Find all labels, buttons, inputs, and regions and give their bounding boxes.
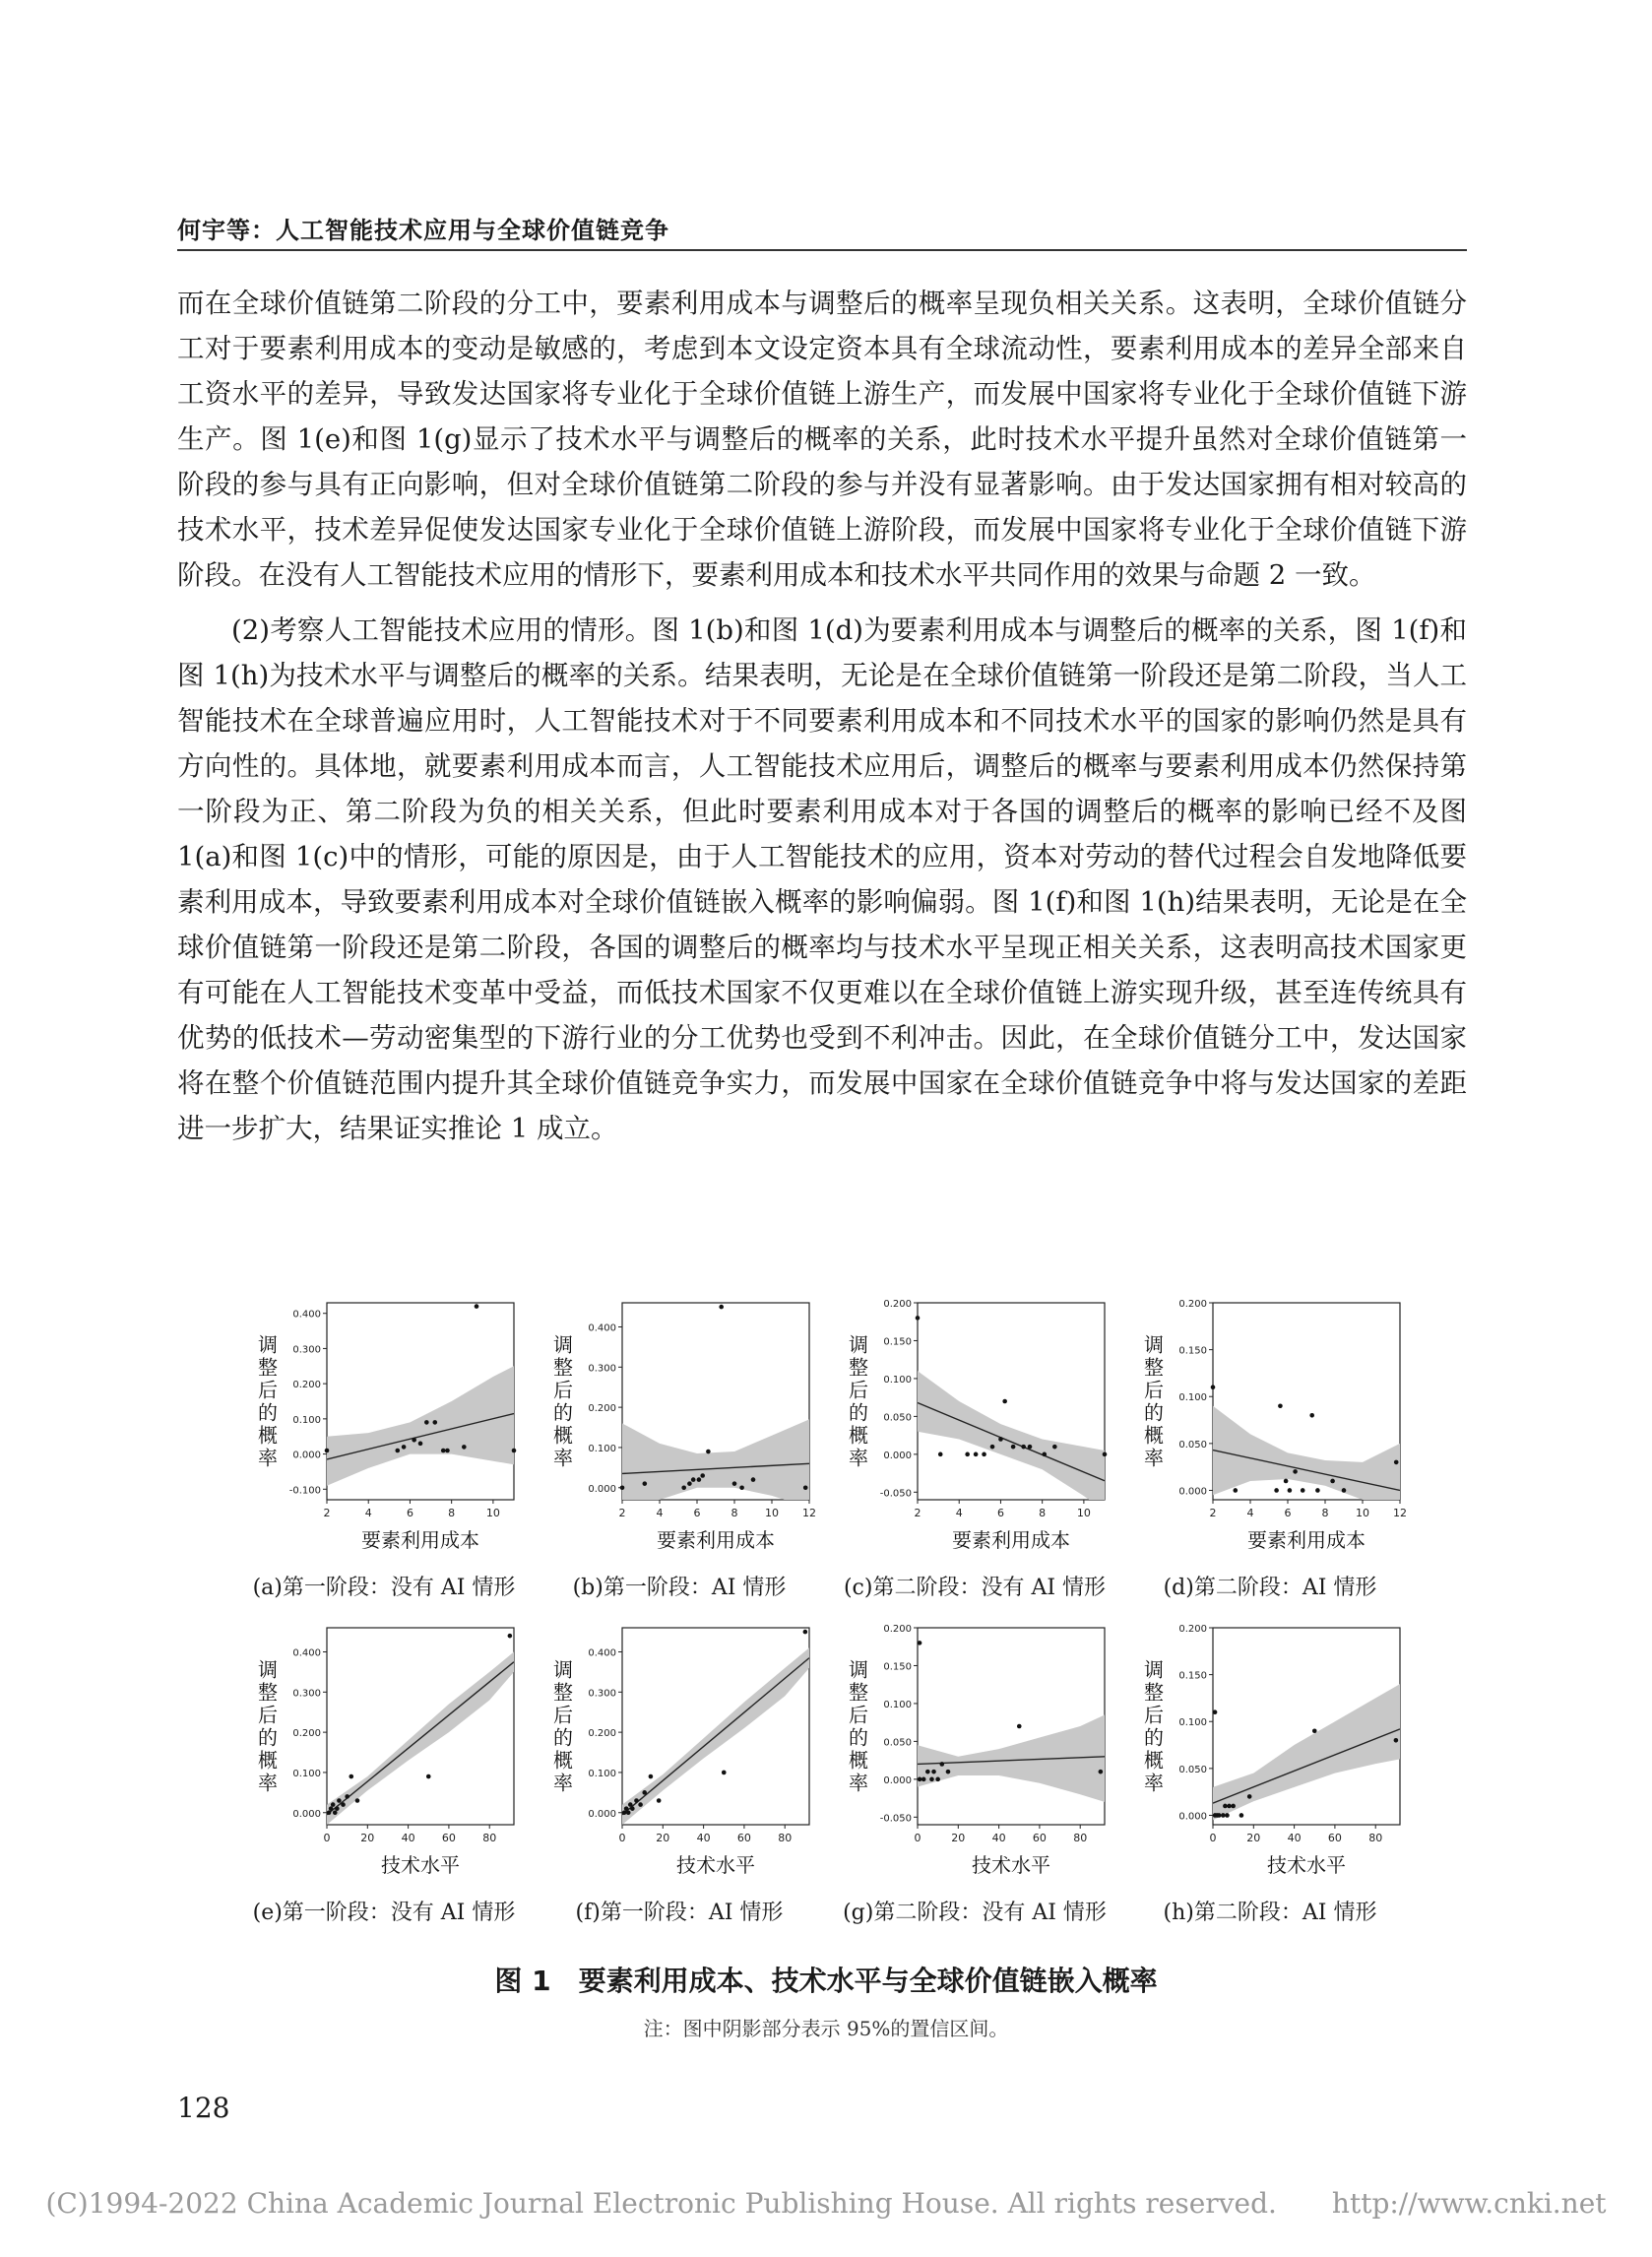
data-point (1225, 1813, 1230, 1818)
y-tick-label: 0.200 (292, 1380, 321, 1391)
y-tick-label: 0.050 (1178, 1439, 1207, 1451)
data-point (1394, 1738, 1399, 1743)
y-axis-label-char: 的 (849, 1725, 868, 1750)
chart-panel-h (1122, 1600, 1418, 1925)
y-axis-label-char: 整 (1144, 1355, 1164, 1380)
data-point (935, 1777, 940, 1782)
x-tick-label: 60 (1327, 1832, 1342, 1844)
data-point (432, 1420, 437, 1425)
x-tick-label: 20 (360, 1832, 375, 1844)
data-point (1394, 1460, 1399, 1465)
y-axis-label-char: 调 (553, 1657, 573, 1682)
x-tick-label: 4 (656, 1507, 664, 1519)
data-point (445, 1449, 450, 1453)
y-tick-label: 0.000 (1178, 1486, 1207, 1498)
x-tick-label: 6 (693, 1507, 701, 1519)
x-axis-label: 要素利用成本 (361, 1528, 479, 1552)
x-tick-label: 10 (1356, 1507, 1369, 1519)
chart-caption-b: (b)第一阶段：AI 情形 (572, 1576, 787, 1600)
y-tick-label: 0.200 (883, 1624, 912, 1635)
data-point (1021, 1445, 1026, 1450)
x-tick-label: 0 (618, 1832, 626, 1844)
chart-caption-a: (a)第一阶段：没有 AI 情形 (252, 1576, 516, 1600)
y-axis-label-char: 调 (258, 1657, 278, 1682)
x-axis-label: 技术水平 (676, 1853, 755, 1877)
data-point (697, 1477, 702, 1482)
y-tick-label: 0.100 (883, 1699, 912, 1710)
data-point (649, 1774, 654, 1779)
x-tick-label: 40 (696, 1832, 711, 1844)
data-point (1234, 1488, 1239, 1493)
chart-panel-d (1122, 1275, 1418, 1600)
chart-caption-e: (e)第一阶段：没有 AI 情形 (252, 1901, 516, 1925)
y-axis-label-char: 概 (849, 1748, 868, 1773)
chart-panel-g (827, 1600, 1122, 1925)
data-point (1217, 1813, 1222, 1818)
data-point (325, 1449, 330, 1453)
x-tick-label: 10 (765, 1507, 779, 1519)
data-point (1330, 1479, 1335, 1484)
data-point (965, 1452, 970, 1457)
y-tick-label: 0.000 (883, 1450, 912, 1461)
data-point (1309, 1413, 1314, 1418)
y-tick-label: 0.100 (588, 1443, 616, 1454)
y-axis-label-char: 概 (1144, 1748, 1164, 1773)
x-tick-label: 8 (1039, 1507, 1047, 1519)
x-axis-label: 技术水平 (1267, 1853, 1346, 1877)
y-axis-label-char: 率 (258, 1771, 278, 1795)
chart-a (236, 1275, 532, 1571)
data-point (630, 1806, 635, 1811)
data-point (412, 1438, 416, 1443)
x-tick-label: 8 (731, 1507, 738, 1519)
data-point (643, 1481, 648, 1486)
y-tick-label: 0.000 (588, 1808, 616, 1820)
x-tick-label: 20 (656, 1832, 670, 1844)
y-axis-label-char: 调 (258, 1332, 278, 1357)
y-tick-label: 0.100 (1178, 1392, 1207, 1404)
data-point (990, 1445, 995, 1450)
y-axis-label-char: 后 (553, 1703, 573, 1727)
y-axis-label-char: 调 (849, 1332, 868, 1357)
running-header: 何宇等：人工智能技术应用与全球价值链竞争 (177, 217, 669, 244)
x-tick-label: 80 (482, 1832, 497, 1844)
data-point (1211, 1385, 1216, 1389)
y-tick-label: 0.300 (292, 1344, 321, 1356)
x-tick-label: 0 (1209, 1832, 1217, 1844)
chart-panel-c (827, 1275, 1122, 1600)
chart-f (532, 1600, 827, 1896)
data-point (333, 1810, 338, 1815)
x-tick-label: 40 (1287, 1832, 1302, 1844)
data-point (624, 1806, 629, 1811)
y-tick-label: 0.100 (292, 1768, 321, 1779)
data-point (1011, 1445, 1016, 1450)
chart-caption-c: (c)第二阶段：没有 AI 情形 (843, 1576, 1107, 1600)
x-tick-label: 2 (1209, 1507, 1217, 1519)
x-tick-label: 40 (401, 1832, 415, 1844)
data-point (395, 1449, 400, 1453)
data-point (1052, 1445, 1057, 1450)
data-point (732, 1481, 737, 1486)
chart-panel-f (532, 1600, 827, 1925)
y-tick-label: 0.000 (1178, 1811, 1207, 1823)
data-point (700, 1473, 705, 1478)
y-tick-label: 0.200 (588, 1728, 616, 1740)
y-tick-label: 0.400 (292, 1647, 321, 1659)
y-tick-label: 0.150 (1178, 1670, 1207, 1682)
x-tick-label: 80 (778, 1832, 793, 1844)
data-point (512, 1449, 517, 1453)
data-point (739, 1485, 744, 1490)
x-tick-label: 60 (736, 1832, 751, 1844)
x-axis-label: 技术水平 (381, 1853, 460, 1877)
chart-caption-d: (d)第二阶段：AI 情形 (1163, 1576, 1377, 1600)
y-tick-label: 0.200 (883, 1299, 912, 1310)
y-tick-label: 0.100 (292, 1414, 321, 1426)
x-tick-label: 80 (1368, 1832, 1383, 1844)
data-point (1239, 1813, 1244, 1818)
data-point (938, 1452, 943, 1457)
data-point (916, 1316, 921, 1321)
data-point (1293, 1469, 1298, 1474)
y-axis-label-char: 后 (553, 1378, 573, 1402)
y-axis-label-char: 的 (258, 1725, 278, 1750)
y-axis-label-char: 调 (1144, 1657, 1164, 1682)
x-tick-label: 0 (323, 1832, 331, 1844)
y-axis-label-char: 概 (258, 1423, 278, 1448)
y-axis-label-char: 后 (1144, 1703, 1164, 1727)
copyright-notice: (C)1994-2022 China Academic Journal Electronic Publishing House. All rights reserved. http://www.cnki.net (45, 2187, 1607, 2220)
data-point (803, 1630, 808, 1635)
data-point (681, 1485, 686, 1490)
data-point (349, 1774, 353, 1779)
data-point (337, 1798, 342, 1803)
y-axis-label-char: 后 (258, 1378, 278, 1402)
data-point (1028, 1445, 1033, 1450)
data-point (1002, 1399, 1007, 1404)
y-tick-label: -0.100 (288, 1485, 321, 1497)
data-point (628, 1802, 633, 1807)
data-point (921, 1777, 926, 1782)
chart-panel-b (532, 1275, 827, 1600)
y-axis-label-char: 概 (1144, 1423, 1164, 1448)
data-point (946, 1770, 951, 1774)
x-tick-label: 4 (1246, 1507, 1254, 1519)
plot-frame (918, 1628, 1105, 1825)
y-axis-label-char: 的 (258, 1400, 278, 1425)
y-tick-label: 0.100 (883, 1374, 912, 1386)
chart-h (1122, 1600, 1418, 1896)
data-point (1227, 1804, 1232, 1809)
x-tick-label: 6 (996, 1507, 1004, 1519)
data-point (1213, 1709, 1218, 1714)
y-tick-label: 0.150 (883, 1336, 912, 1348)
chart-caption-g: (g)第二阶段：没有 AI 情形 (843, 1901, 1107, 1925)
chart-caption-f: (f)第一阶段：AI 情形 (575, 1901, 784, 1925)
y-axis-label-char: 调 (1144, 1332, 1164, 1357)
y-tick-label: 0.400 (292, 1309, 321, 1321)
x-tick-label: 10 (485, 1507, 500, 1519)
x-tick-label: 10 (1076, 1507, 1091, 1519)
data-point (691, 1477, 696, 1482)
data-point (1223, 1804, 1228, 1809)
y-axis-label-char: 整 (553, 1355, 573, 1380)
y-axis-label-char: 的 (553, 1400, 573, 1425)
data-point (626, 1810, 631, 1815)
figure-title: 图 1 要素利用成本、技术水平与全球价值链嵌入概率 (494, 1965, 1158, 1997)
data-point (355, 1798, 360, 1803)
y-tick-label: -0.050 (879, 1488, 912, 1500)
y-tick-label: 0.200 (292, 1728, 321, 1740)
data-point (1284, 1479, 1289, 1484)
page-number: 128 (177, 2092, 230, 2124)
data-point (1247, 1794, 1252, 1799)
x-tick-label: 12 (1393, 1507, 1407, 1519)
y-axis-label-char: 率 (553, 1446, 573, 1470)
data-point (426, 1774, 431, 1779)
data-point (402, 1445, 407, 1450)
data-point (331, 1802, 336, 1807)
x-tick-label: 2 (618, 1507, 626, 1519)
x-tick-label: 8 (448, 1507, 456, 1519)
data-point (706, 1450, 711, 1454)
x-tick-label: 8 (1321, 1507, 1329, 1519)
y-axis-label-char: 后 (849, 1378, 868, 1402)
figure-note: 注：图中阴影部分表示 95%的置信区间。 (643, 2017, 1009, 2040)
data-point (687, 1481, 692, 1486)
data-point (475, 1304, 479, 1309)
y-tick-label: 0.000 (883, 1774, 912, 1786)
y-axis-label-char: 整 (258, 1355, 278, 1380)
y-axis-label-char: 率 (1144, 1771, 1164, 1795)
y-tick-label: 0.100 (588, 1768, 616, 1779)
chart-d (1122, 1275, 1418, 1571)
x-axis-label: 要素利用成本 (657, 1528, 775, 1552)
y-tick-label: 0.400 (588, 1322, 616, 1334)
x-tick-label: 4 (955, 1507, 963, 1519)
y-tick-label: 0.000 (588, 1483, 616, 1495)
y-tick-label: 0.050 (883, 1412, 912, 1424)
data-point (751, 1477, 756, 1482)
y-axis-label-char: 整 (258, 1680, 278, 1705)
data-point (931, 1770, 936, 1774)
y-axis-label-char: 整 (553, 1680, 573, 1705)
x-axis-label: 要素利用成本 (952, 1528, 1070, 1552)
y-axis-label-char: 的 (849, 1400, 868, 1425)
data-point (1103, 1452, 1108, 1457)
data-point (642, 1790, 647, 1795)
data-point (424, 1420, 429, 1425)
data-point (327, 1810, 332, 1815)
y-axis-label-char: 后 (849, 1703, 868, 1727)
data-point (719, 1305, 724, 1310)
y-axis-label-char: 的 (1144, 1400, 1164, 1425)
x-tick-label: 2 (914, 1507, 921, 1519)
x-tick-label: 60 (441, 1832, 456, 1844)
data-point (657, 1798, 662, 1803)
x-tick-label: 20 (1246, 1832, 1261, 1844)
data-point (418, 1442, 423, 1447)
y-axis-label-char: 率 (849, 1446, 868, 1470)
data-point (341, 1802, 346, 1807)
y-tick-label: 0.150 (883, 1661, 912, 1673)
chart-b (532, 1275, 827, 1571)
data-point (1274, 1488, 1279, 1493)
y-tick-label: 0.200 (588, 1403, 616, 1415)
data-point (335, 1806, 340, 1811)
chart-e (236, 1600, 532, 1896)
y-axis-label-char: 概 (849, 1423, 868, 1448)
paragraph-1: 而在全球价值链第二阶段的分工中，要素利用成本与调整后的概率呈现负相关关系。这表明，全球价值链分工对于要素利用成本的变动是敏感的，考虑到本文设定资本具有全球流动性，要素利用成本的差异全部来自工资水平的差异，导致发达国家将专业化于全球价值链上游生产，而发展中国家将专业化于全球价值链下游生产。图 1(e)和图 1(g)显示了技术水平与调整后的概率的关系，此时技术水平提升虽然对全球价值链第一阶段的参与具有正向影响，但对全球价值链第二阶段的参与并没有显著影响。由于发达国家拥有相对较高的技术水平，技术差异促使发达国家专业化于全球价值链上游阶段，而发展中国家将专业化于全球价值链下游阶段。在没有人工智能技术应用的情形下，要素利用成本和技术水平共同作用的效果与命题 2 一致。 (177, 288, 1467, 591)
y-tick-label: 0.000 (292, 1808, 321, 1820)
y-axis-label-char: 后 (258, 1703, 278, 1727)
x-tick-label: 40 (991, 1832, 1006, 1844)
y-tick-label: 0.300 (292, 1688, 321, 1700)
y-axis-label-char: 率 (1144, 1446, 1164, 1470)
data-point (982, 1452, 986, 1457)
data-point (1042, 1452, 1047, 1457)
y-axis-label-char: 率 (258, 1446, 278, 1470)
y-axis-label-char: 概 (258, 1748, 278, 1773)
data-point (1278, 1403, 1283, 1408)
x-tick-label: 20 (951, 1832, 966, 1844)
data-point (1301, 1488, 1305, 1493)
body-text (177, 281, 1467, 1151)
chart-g (827, 1600, 1122, 1896)
data-point (622, 1810, 627, 1815)
y-tick-label: 0.200 (1178, 1624, 1207, 1635)
chart-c (827, 1275, 1122, 1571)
y-tick-label: 0.150 (1178, 1345, 1207, 1357)
y-tick-label: 0.050 (1178, 1764, 1207, 1775)
y-tick-label: 0.200 (1178, 1299, 1207, 1310)
y-axis-label-char: 的 (1144, 1725, 1164, 1750)
x-tick-label: 12 (802, 1507, 816, 1519)
y-tick-label: 0.400 (588, 1647, 616, 1659)
y-axis-label-char: 概 (553, 1423, 573, 1448)
y-axis-label-char: 的 (553, 1725, 573, 1750)
y-axis-label-char: 率 (553, 1771, 573, 1795)
chart-caption-h: (h)第二阶段：AI 情形 (1163, 1901, 1377, 1925)
data-point (974, 1452, 979, 1457)
data-point (1312, 1728, 1317, 1733)
data-point (638, 1802, 643, 1807)
header-rule (177, 249, 1467, 251)
y-tick-label: 0.300 (588, 1363, 616, 1375)
data-point (998, 1437, 1003, 1442)
y-tick-label: -0.050 (879, 1813, 912, 1825)
data-point (1288, 1488, 1293, 1493)
y-axis-label-char: 率 (849, 1771, 868, 1795)
y-axis-label-char: 整 (1144, 1680, 1164, 1705)
data-point (1315, 1488, 1320, 1493)
x-tick-label: 6 (406, 1507, 413, 1519)
y-axis-label-char: 调 (553, 1332, 573, 1357)
data-point (329, 1806, 334, 1811)
data-point (722, 1771, 727, 1775)
y-tick-label: 0.300 (588, 1688, 616, 1700)
data-point (925, 1770, 930, 1774)
y-axis-label-char: 调 (849, 1657, 868, 1682)
data-point (918, 1641, 922, 1645)
chart-panel-e (236, 1600, 532, 1925)
data-point (803, 1485, 808, 1490)
y-axis-label-char: 整 (849, 1355, 868, 1380)
y-tick-label: 0.050 (883, 1737, 912, 1749)
y-axis-label-char: 后 (1144, 1378, 1164, 1402)
paragraph-2: (2)考察人工智能技术应用的情形。图 1(b)和图 1(d)为要素利用成本与调整后的概率的关系，图 1(f)和图 1(h)为技术水平与调整后的概率的关系。结果表明，无论是在全球价值链第一阶段还是第二阶段，当人工智能技术在全球普遍应用时，人工智能技术对于不同要素利用成本和不同技术水平的国家的影响仍然是具有方向性的。具体地，就要素利用成本而言，人工智能技术应用后，调整后的概率与要素利用成本仍然保持第一阶段为正、第二阶段为负的相关关系，但此时要素利用成本对于各国的调整后的概率的影响已经不及图 1(a)和图 1(c)中的情形，可能的原因是，由于人工智能技术的应用，资本对劳动的替代过程会自发地降低要素利用成本，导致要素利用成本对全球价值链嵌入概率的影响偏弱。图 1(f)和图 1(h)结果表明，无论是在全球价值链第一阶段还是第二阶段，各国的调整后的概率均与技术水平呈现正相关关系，这表明高技术国家更有可能在人工智能技术变革中受益，而低技术国家不仅更难以在全球价值链上游实现升级，甚至连传统具有优势的低技术—劳动密集型的下游行业的分工优势也受到不利冲击。因此，在全球价值链分工中，发达国家将在整个价值链范围内提升其全球价值链竞争实力，而发展中国家在全球价值链竞争中将与发达国家的差距进一步扩大，结果证实推论 1 成立。 (177, 614, 1467, 1144)
data-point (508, 1634, 513, 1639)
y-tick-label: 0.000 (292, 1450, 321, 1461)
data-point (939, 1762, 944, 1767)
x-tick-label: 0 (914, 1832, 921, 1844)
data-point (1231, 1804, 1236, 1809)
data-point (1342, 1488, 1347, 1493)
data-point (1221, 1813, 1226, 1818)
data-point (918, 1777, 922, 1782)
data-point (634, 1798, 639, 1803)
data-point (462, 1445, 467, 1450)
y-tick-label: 0.100 (1178, 1717, 1207, 1729)
y-axis-label-char: 概 (553, 1748, 573, 1773)
x-axis-label: 技术水平 (972, 1853, 1050, 1877)
x-tick-label: 60 (1032, 1832, 1047, 1844)
y-axis-label-char: 整 (849, 1680, 868, 1705)
x-tick-label: 4 (364, 1507, 372, 1519)
data-point (441, 1449, 446, 1453)
data-point (1017, 1724, 1022, 1729)
x-tick-label: 2 (323, 1507, 331, 1519)
data-point (345, 1794, 349, 1799)
data-point (929, 1777, 934, 1782)
x-axis-label: 要素利用成本 (1247, 1528, 1366, 1552)
data-point (1099, 1770, 1104, 1774)
x-tick-label: 80 (1073, 1832, 1088, 1844)
x-tick-label: 6 (1284, 1507, 1292, 1519)
chart-panel-a (236, 1275, 532, 1600)
